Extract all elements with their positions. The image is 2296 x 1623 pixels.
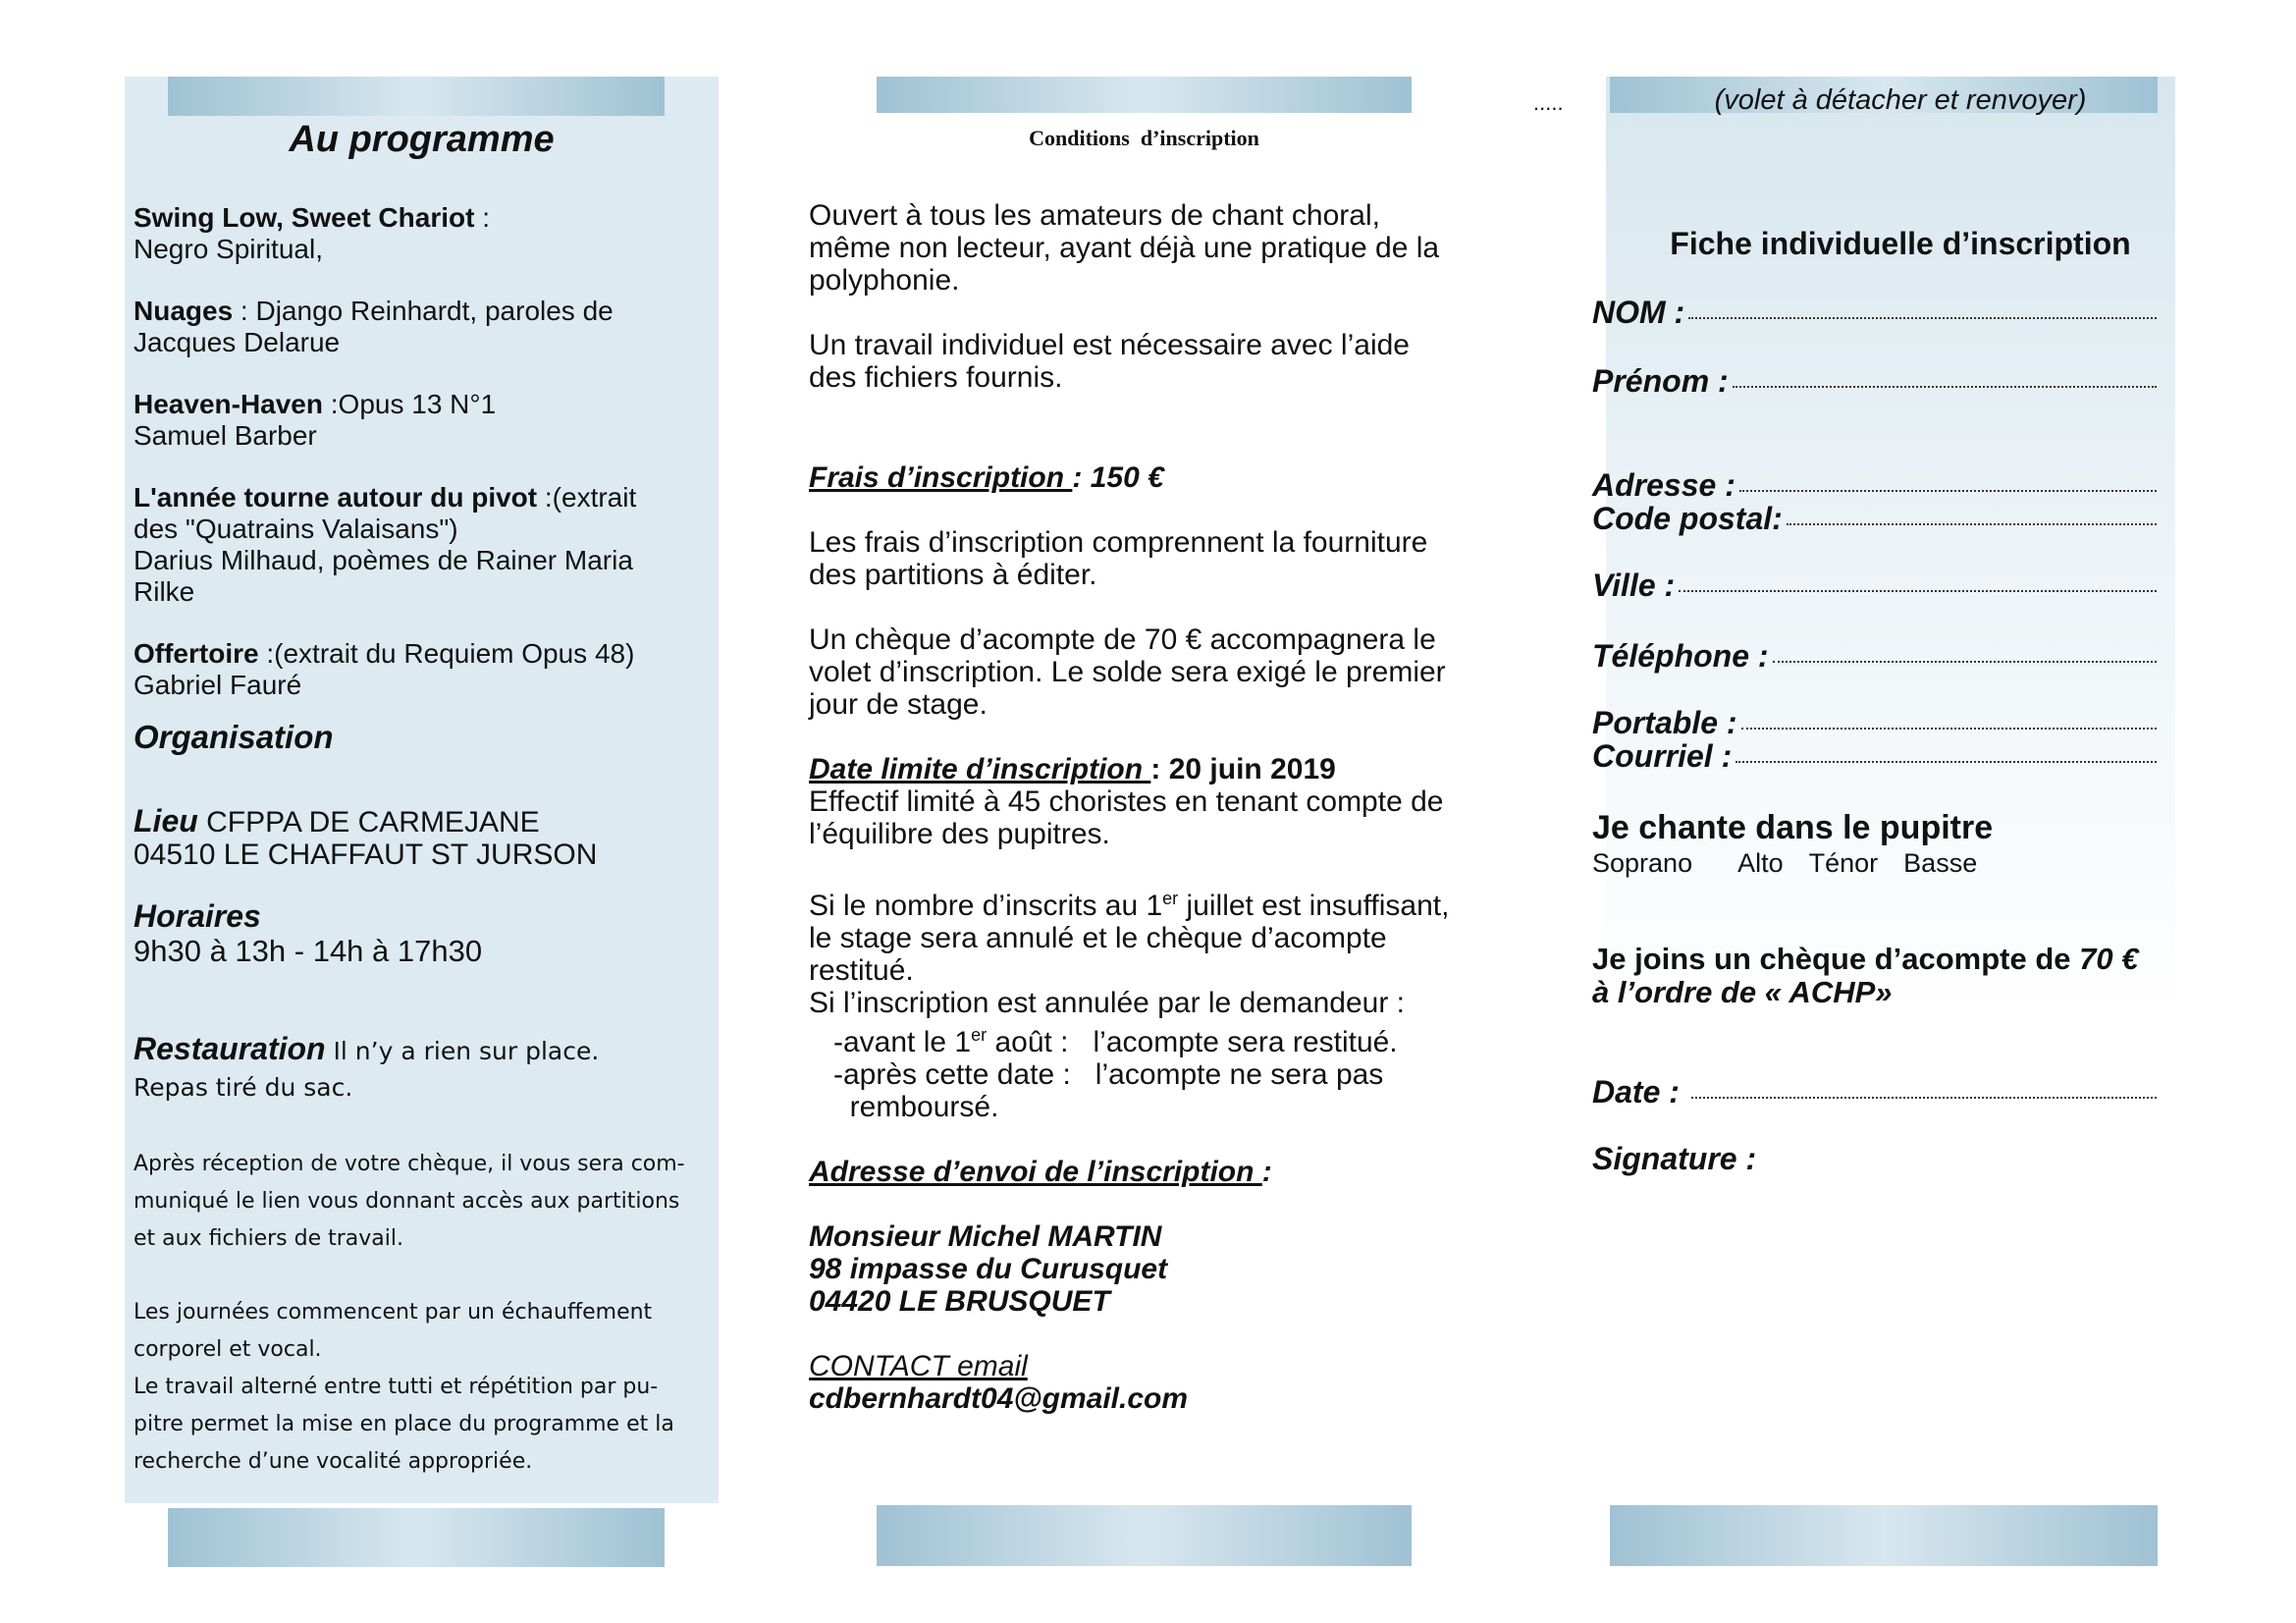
program-list — [133, 202, 713, 701]
postal-address — [809, 1220, 1496, 1318]
text-line: Le travail alterné entre tutti et répétition par pu- — [133, 1375, 659, 1399]
address-line: Monsieur Michel MARTIN — [809, 1220, 1162, 1253]
piece-detail: :(extrait — [537, 482, 637, 513]
frais-paragraph — [809, 526, 1496, 591]
portable-field[interactable] — [1592, 705, 2157, 741]
text-span: juillet est insuffisant, — [1178, 890, 1450, 922]
text-line: des partitions à éditer. — [809, 559, 1097, 591]
frais-heading — [809, 461, 1496, 494]
horaires-block — [133, 897, 482, 968]
reception-paragraph — [133, 1146, 713, 1258]
program-piece — [133, 389, 713, 452]
restauration-label: Restauration — [133, 1031, 326, 1066]
voice-soprano[interactable]: Soprano — [1592, 848, 1693, 878]
text-line: restitué. — [809, 954, 914, 987]
program-piece — [133, 296, 713, 358]
frais-label: Frais d’inscription — [809, 461, 1073, 494]
piece-composer: Darius Milhaud, poèmes de Rainer Maria — [133, 545, 633, 575]
bottom-bar-right — [1610, 1505, 2158, 1566]
text-span: Si le nombre d’inscrits au 1 — [809, 890, 1163, 922]
superscript: er — [1162, 889, 1179, 908]
piece-composer: Samuel Barber — [133, 420, 317, 451]
text-line: Les journées commencent par un échauffement — [133, 1300, 653, 1325]
text-line: polyphonie. — [809, 264, 960, 297]
adresse-dotted-line[interactable] — [1739, 490, 2157, 492]
code-postal-label: Code postal: — [1592, 501, 1783, 536]
avant-line — [809, 1019, 1496, 1058]
text-line: même non lecteur, ayant déjà une pratique de la — [809, 232, 1440, 264]
program-piece — [133, 638, 713, 701]
top-bar-left-overlay — [168, 77, 665, 116]
nom-dotted-line[interactable] — [1688, 317, 2157, 319]
piece-detail-line: des "Quatrains Valaisans") — [133, 514, 458, 544]
text-line: pitre permet la mise en place du programme et la — [133, 1412, 674, 1436]
bottom-bar-middle — [877, 1505, 1412, 1566]
contact-label: CONTACT email — [809, 1350, 1028, 1382]
piece-detail: : Django Reinhardt, paroles de — [233, 296, 614, 326]
pupitre-title: Je chante dans le pupitre — [1592, 809, 1994, 846]
detach-note: (volet à détacher et renvoyer) — [1714, 84, 2087, 116]
ville-label: Ville : — [1592, 568, 1676, 603]
text-line: le stage sera annulé et le chèque d’acompte — [809, 922, 1387, 954]
adresse-colon: : — [1261, 1156, 1272, 1188]
piece-name: Swing Low, Sweet Chariot — [133, 202, 475, 233]
intro-paragraph — [809, 199, 1496, 297]
telephone-dotted-line[interactable] — [1773, 661, 2157, 663]
piece-separator: : — [474, 202, 490, 233]
voice-basse[interactable]: Basse — [1903, 848, 1978, 878]
restauration-line2: Repas tiré du sac. — [133, 1073, 353, 1102]
code-postal-dotted-line[interactable] — [1787, 523, 2157, 525]
bottom-bar-left — [168, 1508, 665, 1567]
text-line: Effectif limité à 45 choristes en tenant compte de — [809, 785, 1444, 818]
text-line: Un chèque d’acompte de 70 € accompagnera le — [809, 623, 1436, 656]
journees-paragraph — [133, 1294, 713, 1481]
horaires-value: 9h30 à 13h - 14h à 17h30 — [133, 934, 483, 968]
nom-field[interactable] — [1592, 295, 2157, 331]
text-line: Ouvert à tous les amateurs de chant choral, — [809, 199, 1380, 232]
piece-detail: :(extrait du Requiem Opus 48) — [258, 638, 635, 669]
piece-detail: :Opus 13 N°1 — [322, 389, 497, 419]
signature-label: Signature : — [1592, 1141, 1757, 1176]
cheque-text: Je joins un chèque d’acompte de — [1592, 942, 2080, 976]
text-line: Si l’inscription est annulée par le demandeur : — [809, 987, 1406, 1019]
piece-composer: Jacques Delarue — [133, 327, 341, 357]
ville-field[interactable] — [1592, 568, 2157, 604]
form-title: Fiche individuelle d’inscription — [1670, 226, 2131, 261]
program-piece — [133, 202, 713, 265]
date-label: Date : — [1592, 1074, 1680, 1109]
date-limite-value: : 20 juin 2019 — [1150, 753, 1336, 785]
rembourse-line: remboursé. — [809, 1091, 999, 1123]
date-field[interactable] — [1592, 1074, 2157, 1110]
courriel-dotted-line[interactable] — [1735, 761, 2157, 763]
cut-dots: ..... — [1533, 90, 1564, 115]
voice-alto[interactable]: Alto — [1737, 848, 1784, 878]
text-span: août : l’acompte sera restitué. — [987, 1026, 1398, 1058]
piece-name: Heaven-Haven — [133, 389, 323, 419]
address-line: 98 impasse du Curusquet — [809, 1253, 1168, 1285]
program-piece — [133, 482, 713, 608]
piece-name: Nuages — [133, 296, 234, 326]
date-limite-heading — [809, 753, 1496, 785]
text-line: Après réception de votre chèque, il vous sera com- — [133, 1152, 685, 1176]
text-line: Les frais d’inscription comprennent la fourniture — [809, 526, 1428, 559]
text-line: muniqué le lien vous donnant accès aux partitions — [133, 1189, 680, 1214]
adresse-label: Adresse : — [1592, 467, 1735, 503]
cheque-order: à l’ordre de « ACHP» — [1592, 975, 1893, 1009]
piece-name: L'année tourne autour du pivot — [133, 482, 538, 513]
text-line: l’équilibre des pupitres. — [809, 818, 1110, 850]
text-line: volet d’inscription. Le solde sera exigé le premier — [809, 656, 1446, 688]
superscript: er — [971, 1025, 988, 1045]
conditions-body — [809, 199, 1496, 1415]
lieu-label: Lieu — [133, 803, 198, 839]
courriel-label: Courriel : — [1592, 738, 1733, 774]
piece-composer: Negro Spiritual, — [133, 234, 323, 264]
frais-value: : 150 € — [1072, 461, 1164, 494]
top-bar-middle — [877, 77, 1412, 113]
ville-dotted-line[interactable] — [1679, 590, 2157, 592]
text-line: recherche d’une vocalité appropriée. — [133, 1449, 533, 1474]
date-dotted-line[interactable] — [1691, 1097, 2157, 1099]
text-line: jour de stage. — [809, 688, 988, 721]
text-line: corporel et vocal. — [133, 1337, 322, 1362]
restauration-line1: Il n’y a rien sur place. — [325, 1037, 600, 1065]
telephone-field[interactable] — [1592, 638, 2157, 675]
text-line: des fichiers fournis. — [809, 361, 1063, 394]
organisation-title: Organisation — [133, 719, 334, 755]
cheque-paragraph — [809, 623, 1496, 721]
portable-label: Portable : — [1592, 705, 1737, 740]
text-line: et aux fichiers de travail. — [133, 1226, 403, 1251]
conditions-title-a: Conditions — [1029, 126, 1130, 150]
adresse-field[interactable] — [1592, 467, 2157, 504]
telephone-label: Téléphone : — [1592, 638, 1769, 674]
conditions-title-b: d’inscription — [1140, 126, 1259, 150]
program-title: Au programme — [289, 119, 555, 160]
piece-composer-line: Rilke — [133, 576, 195, 607]
cheque-amount: 70 € — [2079, 942, 2139, 976]
portable-dotted-line[interactable] — [1741, 728, 2157, 730]
courriel-field[interactable] — [1592, 738, 2157, 775]
nombre-line — [809, 883, 1496, 922]
lieu-line1: CFPPA DE CARMEJANE — [197, 806, 540, 839]
travail-paragraph — [809, 329, 1496, 394]
adresse-label: Adresse d’envoi de l’inscription — [809, 1156, 1262, 1188]
prenom-field[interactable] — [1592, 363, 2157, 400]
address-line: 04420 LE BRUSQUET — [809, 1285, 1110, 1318]
nom-label: NOM : — [1592, 295, 1685, 330]
voice-tenor[interactable]: Ténor — [1808, 848, 1879, 878]
text-line: Un travail individuel est nécessaire avec l’aide — [809, 329, 1410, 361]
lieu-line2: 04510 LE CHAFFAUT ST JURSON — [133, 839, 598, 871]
horaires-label: Horaires — [133, 898, 261, 934]
date-limite-label: Date limite d’inscription — [809, 753, 1151, 785]
piece-composer: Gabriel Fauré — [133, 670, 302, 700]
prenom-label: Prénom : — [1592, 363, 1729, 399]
text-span: -avant le 1 — [809, 1026, 972, 1058]
adresse-heading — [809, 1156, 1496, 1188]
prenom-dotted-line[interactable] — [1733, 386, 2157, 388]
voice-options — [1592, 848, 1977, 879]
lieu-block — [133, 805, 597, 871]
cheque-statement — [1592, 943, 2138, 1009]
apres-line: -après cette date : l’acompte ne sera pas — [809, 1058, 1384, 1091]
restauration-block — [133, 1031, 599, 1106]
code-postal-field[interactable] — [1592, 501, 2157, 537]
piece-name: Offertoire — [133, 638, 259, 669]
conditions-title — [877, 126, 1412, 151]
contact-email[interactable]: cdbernhardt04@gmail.com — [809, 1382, 1189, 1415]
